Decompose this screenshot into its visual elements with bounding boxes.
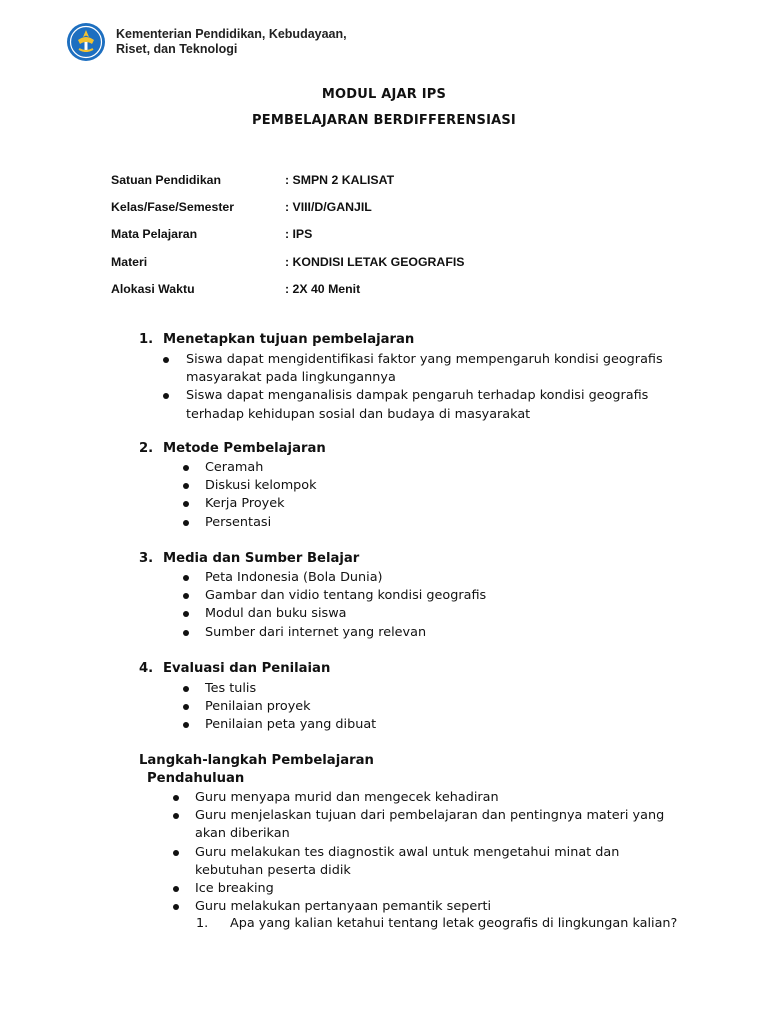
list-item <box>195 898 664 916</box>
list-item <box>205 514 317 532</box>
identity-row <box>111 193 611 220</box>
bullet-icon <box>173 904 179 910</box>
list-item-text: Sumber dari internet yang relevan <box>205 624 427 640</box>
bullet-icon <box>183 611 189 617</box>
identity-label: Mata Pelajaran <box>111 227 198 242</box>
document-title: MODUL AJAR IPS <box>321 87 447 102</box>
bullet-icon <box>183 501 189 507</box>
list-item <box>205 680 376 698</box>
section-title: Menetapkan tujuan pembelajaran <box>163 332 415 347</box>
identity-row <box>111 248 611 275</box>
bullet-icon <box>183 630 189 636</box>
section-heading-tujuan <box>139 332 414 347</box>
list-item <box>186 387 663 423</box>
list-item-text: Guru menyapa murid dan mengecek kehadiran <box>195 790 499 805</box>
list-item <box>205 624 486 642</box>
document-subtitle: PEMBELAJARAN BERDIFFERENSIASI <box>252 113 516 128</box>
bullet-icon <box>183 722 189 728</box>
list-item-text: Kerja Proyek <box>205 496 285 512</box>
identity-value: : KONDISI LETAK GEOGRAFIS <box>285 254 465 269</box>
list-item-text: Penilaian peta yang dibuat <box>205 717 377 733</box>
list-item <box>205 587 486 605</box>
list-item-text: Siswa dapat mengidentifikasi faktor yang mempengaruh kondisi geografis <box>186 352 663 367</box>
identity-value: : SMPN 2 KALISAT <box>285 172 395 187</box>
section-title: Metode Pembelajaran <box>163 441 326 456</box>
bullet-icon <box>173 850 179 856</box>
list-item-text: Ice breaking <box>195 881 274 897</box>
identity-table <box>111 166 611 303</box>
identity-label: Kelas/Fase/Semester <box>111 200 235 215</box>
section-title: Evaluasi dan Penilaian <box>163 661 331 676</box>
list-item-text: Modul dan buku siswa <box>205 606 347 622</box>
bullet-icon <box>163 393 169 399</box>
evaluasi-list <box>205 680 376 735</box>
bullet-icon <box>173 795 179 801</box>
list-item-text: Guru melakukan tes diagnostik awal untuk mengetahui minat dan <box>195 844 620 860</box>
pendahuluan-heading: Pendahuluan <box>147 771 245 786</box>
list-item <box>186 351 663 387</box>
identity-label: Alokasi Waktu <box>111 282 195 297</box>
list-item-text: Penilaian proyek <box>205 699 311 715</box>
list-item-text: kebutuhan peserta didik <box>195 862 351 878</box>
list-item-text: akan diberikan <box>195 826 290 842</box>
section-heading-media <box>139 551 359 566</box>
bullet-icon <box>183 465 189 471</box>
bullet-icon <box>183 686 189 692</box>
list-item-text: Siswa dapat menganalisis dampak pengaruh terhadap kondisi geografis <box>186 388 649 404</box>
bullet-icon <box>183 520 189 526</box>
list-item-text: Tes tulis <box>205 681 257 696</box>
ministry-name-line2: Riset, dan Teknologi <box>116 42 238 56</box>
identity-label: Satuan Pendidikan <box>111 172 222 187</box>
bullet-icon <box>173 886 179 892</box>
tujuan-list <box>186 351 663 424</box>
section-number: 2. <box>139 441 154 456</box>
ministry-name-line1: Kementerian Pendidikan, Kebudayaan, <box>116 27 347 41</box>
list-item-text: Ceramah <box>205 460 264 475</box>
section-title: Media dan Sumber Belajar <box>163 551 360 566</box>
question-text: Apa yang kalian ketahui tentang letak geografis di lingkungan kalian? <box>230 916 678 931</box>
bullet-icon <box>183 593 189 599</box>
list-item <box>205 495 317 513</box>
bullet-icon <box>173 813 179 819</box>
section-number: 3. <box>139 551 154 566</box>
metode-list <box>205 459 317 532</box>
question-number: 1. <box>196 916 209 931</box>
bullet-icon <box>183 575 189 581</box>
list-item <box>205 605 486 623</box>
bullet-icon <box>163 357 169 363</box>
identity-value: : 2X 40 Menit <box>285 282 361 297</box>
list-item <box>205 716 376 734</box>
langkah-heading: Langkah-langkah Pembelajaran <box>139 753 374 768</box>
media-list <box>205 569 486 642</box>
list-item-text: Guru melakukan pertanyaan pemantik seperti <box>195 899 492 915</box>
list-item <box>205 459 317 477</box>
list-item <box>195 789 664 807</box>
tut-wuri-handayani-logo-icon <box>66 22 106 62</box>
list-item-text: Diskusi kelompok <box>205 478 317 494</box>
bullet-icon <box>183 704 189 710</box>
list-item-text: Gambar dan vidio tentang kondisi geografis <box>205 588 487 604</box>
list-item <box>205 698 376 716</box>
ministry-header <box>66 22 347 62</box>
list-item <box>195 844 664 880</box>
list-item <box>195 880 664 898</box>
bullet-icon <box>183 483 189 489</box>
list-item-text: masyarakat pada lingkungannya <box>186 370 396 386</box>
list-item <box>205 477 317 495</box>
identity-value: : IPS <box>285 227 313 242</box>
identity-row <box>111 166 611 193</box>
identity-row <box>111 221 611 248</box>
list-item <box>205 569 486 587</box>
list-item-text: Guru menjelaskan tujuan dari pembelajaran dan pentingnya materi yang <box>195 808 665 824</box>
section-number: 1. <box>139 332 154 347</box>
list-item-text: Peta Indonesia (Bola Dunia) <box>205 570 383 585</box>
identity-value: : VIII/D/GANJIL <box>285 200 372 215</box>
identity-row <box>111 276 611 303</box>
section-heading-evaluasi <box>139 661 330 676</box>
identity-label: Materi <box>111 254 148 269</box>
pemantik-question <box>196 915 677 933</box>
list-item-text: terhadap kehidupan sosial dan budaya di masyarakat <box>186 406 531 422</box>
section-heading-metode <box>139 441 326 456</box>
list-item-text: Persentasi <box>205 514 272 530</box>
section-number: 4. <box>139 661 154 676</box>
pendahuluan-list <box>195 789 664 916</box>
list-item <box>195 807 664 843</box>
